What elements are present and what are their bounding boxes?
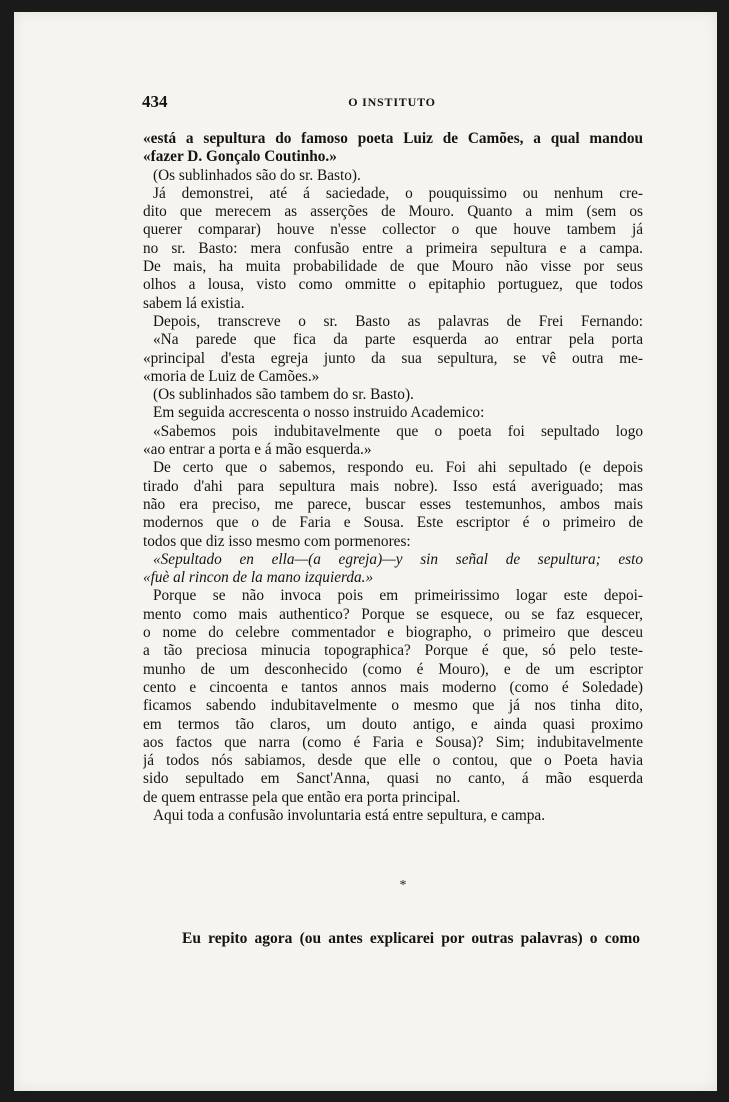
last-line: Eu repito agora (ou antes explicarei por outras palavras) o como <box>182 930 640 947</box>
text-line: sido sepultado em Sanct'Anna, quasi no canto, á mão esquerda <box>143 770 643 788</box>
text-line: Porque se não invoca pois em primeirissimo logar este depoi- <box>153 587 643 605</box>
text-line: não era preciso, me parece, buscar esses testemunhos, ambos mais <box>143 495 643 513</box>
text-line: aos factos que narra (como é Faria e Sousa)? Sim; indubitavelmente <box>143 733 643 751</box>
text-line: «moria de Luiz de Camões.» <box>143 367 320 385</box>
text-line: «fazer D. Gonçalo Coutinho.» <box>143 148 337 166</box>
page-number: 434 <box>142 92 168 111</box>
text-line: de quem entrasse pela que então era porta principal. <box>143 788 461 806</box>
text-line: já todos nós sabiamos, desde que elle o contou, que o Poeta havia <box>143 752 643 770</box>
text-line: De certo que o sabemos, respondo eu. Foi ahi sepultado (e depois <box>153 459 643 477</box>
scanned-page <box>14 12 717 1091</box>
text-line: Em seguida accrescenta o nosso instruido Academico: <box>153 404 485 422</box>
page-header <box>142 92 642 116</box>
text-line: «principal d'esta egreja junto da sua sepultura, se vê outra me- <box>143 349 643 367</box>
text-line: De mais, ha muita probabilidade de que Mouro não visse por seus <box>143 258 643 276</box>
text-line: Depois, transcreve o sr. Basto as palavras de Frei Fernando: <box>153 312 643 330</box>
text-line: Aqui toda a confusão involuntaria está entre sepultura, e campa. <box>153 806 546 824</box>
text-line: «está a sepultura do famoso poeta Luiz de Camões, a qual mandou <box>143 130 643 147</box>
text-line: modernos que o de Faria e Sousa. Este escriptor é o primeiro de <box>143 514 643 532</box>
text-line: (Os sublinhados são tambem do sr. Basto). <box>153 386 414 404</box>
text-line: a tão preciosa minucia topographica? Porque é que, só pelo teste- <box>143 642 643 660</box>
text-line: cento e cincoenta e tantos annos mais moderno (como é Soledade) <box>143 678 643 696</box>
text-line: (Os sublinhados são do sr. Basto). <box>153 166 361 184</box>
text-line: munho de um desconhecido (como é Mouro), e de um escriptor <box>143 660 643 678</box>
text-line: todos que diz isso mesmo com pormenores: <box>143 532 411 550</box>
body-text <box>143 130 643 825</box>
text-line: dito que merecem as asserções de Mouro. Quanto a mim (sem os <box>143 203 643 221</box>
text-line: «ao entrar a porta e á mão esquerda.» <box>143 441 372 459</box>
text-line: mento como mais authentico? Porque se esquece, ou se faz esquecer, <box>143 605 643 623</box>
text-line: sabem lá existia. <box>143 294 245 312</box>
section-asterism: * <box>399 878 407 893</box>
text-line: no sr. Basto: mera confusão entre a primeira sepultura e a campa. <box>143 239 643 257</box>
running-title: O INSTITUTO <box>348 95 436 109</box>
text-line: em termos tão claros, um douto antigo, e ainda quasi proximo <box>143 715 643 733</box>
text-line: olhos a lousa, visto como ommitte o epitaphio portuguez, que todos <box>143 276 643 294</box>
text-line: querer comparar) houve n'esse collector o que houve tambem já <box>143 221 643 239</box>
text-line: «Na parede que fica da parte esquerda ao entrar pela porta <box>153 331 643 349</box>
text-line: ficamos sabendo indubitavelmente o mesmo que já nos tinha dito, <box>143 697 643 715</box>
text-line: «Sabemos pois indubitavelmente que o poeta foi sepultado logo <box>153 422 643 440</box>
text-line: «Sepultado en ella—(a egreja)—y sin señal de sepultura; esto <box>153 550 643 568</box>
text-line: «fuè al rincon de la mano izquierda.» <box>143 569 374 587</box>
text-line: Já demonstrei, até á saciedade, o pouquissimo ou nenhum cre- <box>153 184 643 202</box>
text-line: tirado d'ahi para sepultura mais nobre). Isso está averiguado; mas <box>143 477 643 495</box>
text-line: o nome do celebre commentador e biographo, o primeiro que desceu <box>143 624 643 642</box>
